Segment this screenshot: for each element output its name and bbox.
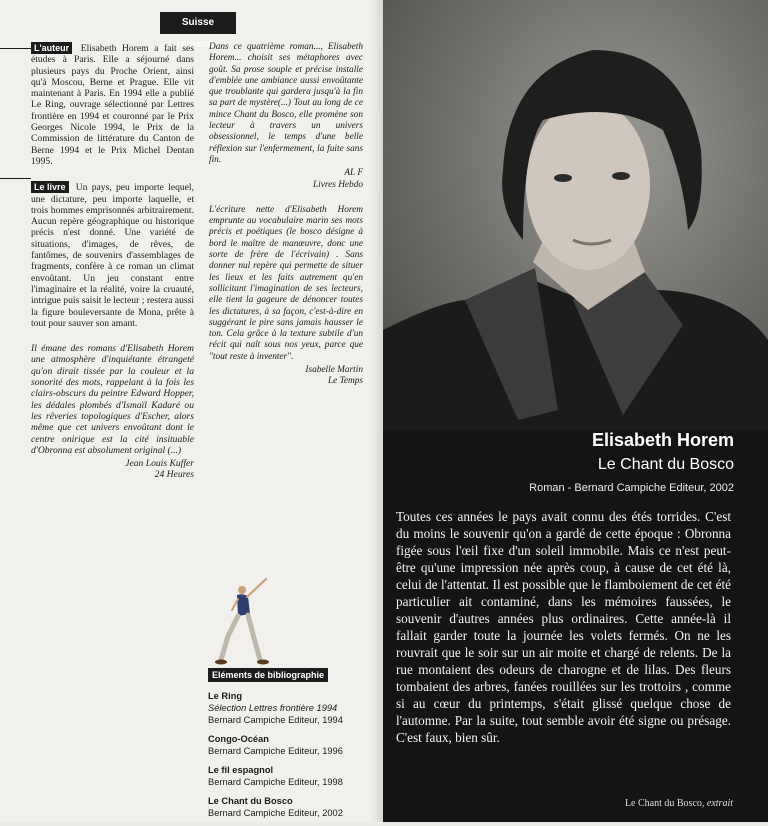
bibliography-title: Le fil espagnol <box>208 765 274 775</box>
book-tag: Le livre <box>31 181 69 193</box>
author-name: Elisabeth Horem <box>591 430 734 450</box>
author-paragraph <box>31 42 194 167</box>
book-paragraph <box>31 181 194 329</box>
book-text: Un pays, peu importe lequel, une dictature, peu importe laquelle, et trois hommes emprisonnés arbitrairement. Aucun repère géographique ou historique précis n'est donné. Une variété de situations, d'images, de rêves, de fantômes, de souvenirs d'assemblages de fragments, confère à ce roman un climat envoûtant. Un jeu constant entre l'imaginaire et la réalité, voire la cruauté, intrigue puis saisit le lecteur ; restera aussi la figure bouleversante de Mona, prête à tout pour sauver son amant. <box>31 182 194 329</box>
bibliography-item <box>208 764 370 788</box>
bibliography-line: Sélection Lettres frontière 1994 <box>208 703 338 713</box>
bibliography-item <box>208 733 370 757</box>
bibliography-line: Bernard Campiche Editeur, 1998 <box>208 777 343 787</box>
excerpt-source-label: extrait <box>706 798 733 809</box>
review-24h-source: 24 Heures <box>154 469 194 481</box>
throwing-figure-illustration <box>214 572 284 668</box>
bibliography-item <box>208 795 370 819</box>
author-portrait <box>383 0 768 430</box>
bibliography-title: Congo-Océan <box>208 734 269 744</box>
review-24h-text: Il émane des romans d'Elisabeth Horem une atmosphère d'inquiétante étrangeté qu'on dirait tissée par la couleur et la sonorité des mots, rappelant à la fois les clairs-obscurs du peintre Edward Hopper, les dédales plombés d'Ismaïl Kadaré ou les rêveries topologiques d'Escher, alors même que cet univers envoûtant dont le centre onirique est la cité insituable d'Obronna est absolument original (...) <box>31 343 194 456</box>
bibliography-line: Bernard Campiche Editeur, 2002 <box>208 808 343 818</box>
left-column <box>31 42 194 481</box>
review-hebdo-author: AL F <box>344 168 363 179</box>
author-text: Elisabeth Horem a fait ses études à Paris. Elle a séjourné dans plusieurs pays du Proche Orient, ainsi qu'à Moscou, Berne et Prague. Elle vit maintenant à Paris. En 1994 elle a publié Le Ring, ouvrage sélectionné par Lettres frontière en 1994 et couronné par le Prix Georges Nicole 1994, le Prix de la Commission de littérature du Canton de Berne 1994 et le Prix Michel Dentan 1995. <box>31 43 194 167</box>
bibliography <box>208 668 370 826</box>
bibliography-title: Le Chant du Bosco <box>208 796 293 806</box>
right-page <box>383 0 768 822</box>
publisher-line: Roman - Bernard Campiche Editeur, 2002 <box>529 482 734 494</box>
review-24h-author: Jean Louis Kuffer <box>125 458 194 470</box>
bibliography-title: Le Ring <box>208 691 243 701</box>
bibliography-item <box>208 690 370 726</box>
page-fold <box>370 0 384 822</box>
excerpt-source <box>625 798 733 809</box>
left-page <box>0 0 384 822</box>
review-hebdo-source: Livres Hebdo <box>312 179 363 190</box>
book-excerpt: Toutes ces années le pays avait connu des étés torrides. C'est du moins le souvenir qu'on a gardé de cette époque : Obronna figée sous l'œil fixe d'un soleil immobile. Mais ce n'est peut-être qu'une impression née après coup, à cause de cet été là, celui de l'attentat. Il est possible que le flamboiement de cet été particulier ait contaminé, dans les mémoires faussées, le souvenir d'autres années plus ordinaires. Cette année-là il fallait garder toute la journée les volets fermés. On ne les rouvrait que le soir sur un air moite et chargé de relents. De la rue montaient des odeurs de charogne et de lilas. Des fleurs tombaient des arbres, fanées rouillées sur les trottoirs , comme si au cœur du printemps, s'était glissé quelque chose de l'automne. Par la suite, tout semble avoir été signe ou présage. C'est faux, bien sûr. <box>396 509 731 745</box>
bibliography-line: Bernard Campiche Editeur, 1994 <box>208 715 343 725</box>
review-temps-text: L'écriture nette d'Elisabeth Horem emprunte au vocabulaire marin ses mots précis et poétiques (le bosco désigne à bord le maître de manœuvre, donc une sorte de frère de l'écrivain) . Sans donner nul repère qui permette de situer les lieux et les faits autrement qu'en sollicitant l'imagination de ses lecteurs, elle tient la gageure de dénoncer toutes les dictatures, à sa façon, c'est-à-dire en suggérant le pire sans jamais hausser le ton. Cela grâce à la texture subtile d'un récit qui naît sous nos yeux, parce que "tout reste à inventer". <box>209 204 363 362</box>
author-tag: L'auteur <box>31 42 72 54</box>
book-title: Le Chant du Bosco <box>597 456 734 473</box>
bibliography-line: Bernard Campiche Editeur, 1996 <box>208 746 343 756</box>
review-hebdo-text: Dans ce quatrième roman..., Elisabeth Horem... choisit ses métaphores avec goût. Sa prose souple et précise installe d'emblée une ambiance aussi envoûtante que troublante qui gardera jusqu'à la fin sa part de mystère(...) Tout au long de ce mince Chant du Bosco, elle promène son lecteur à travers un univers obsessionnel, le temps d'une belle réflexion sur l'enfermement, la fuite sans fin. <box>209 42 363 165</box>
bibliography-heading: Eléments de bibliographie <box>208 668 328 682</box>
right-column <box>209 42 363 388</box>
section-tab: Suisse romande <box>160 12 236 34</box>
review-temps-author: Isabelle Martin <box>305 365 363 376</box>
divider <box>0 48 31 49</box>
divider <box>0 178 31 179</box>
review-temps-source: Le Temps <box>327 376 363 387</box>
excerpt-source-title: Le Chant du Bosco, <box>624 798 707 809</box>
